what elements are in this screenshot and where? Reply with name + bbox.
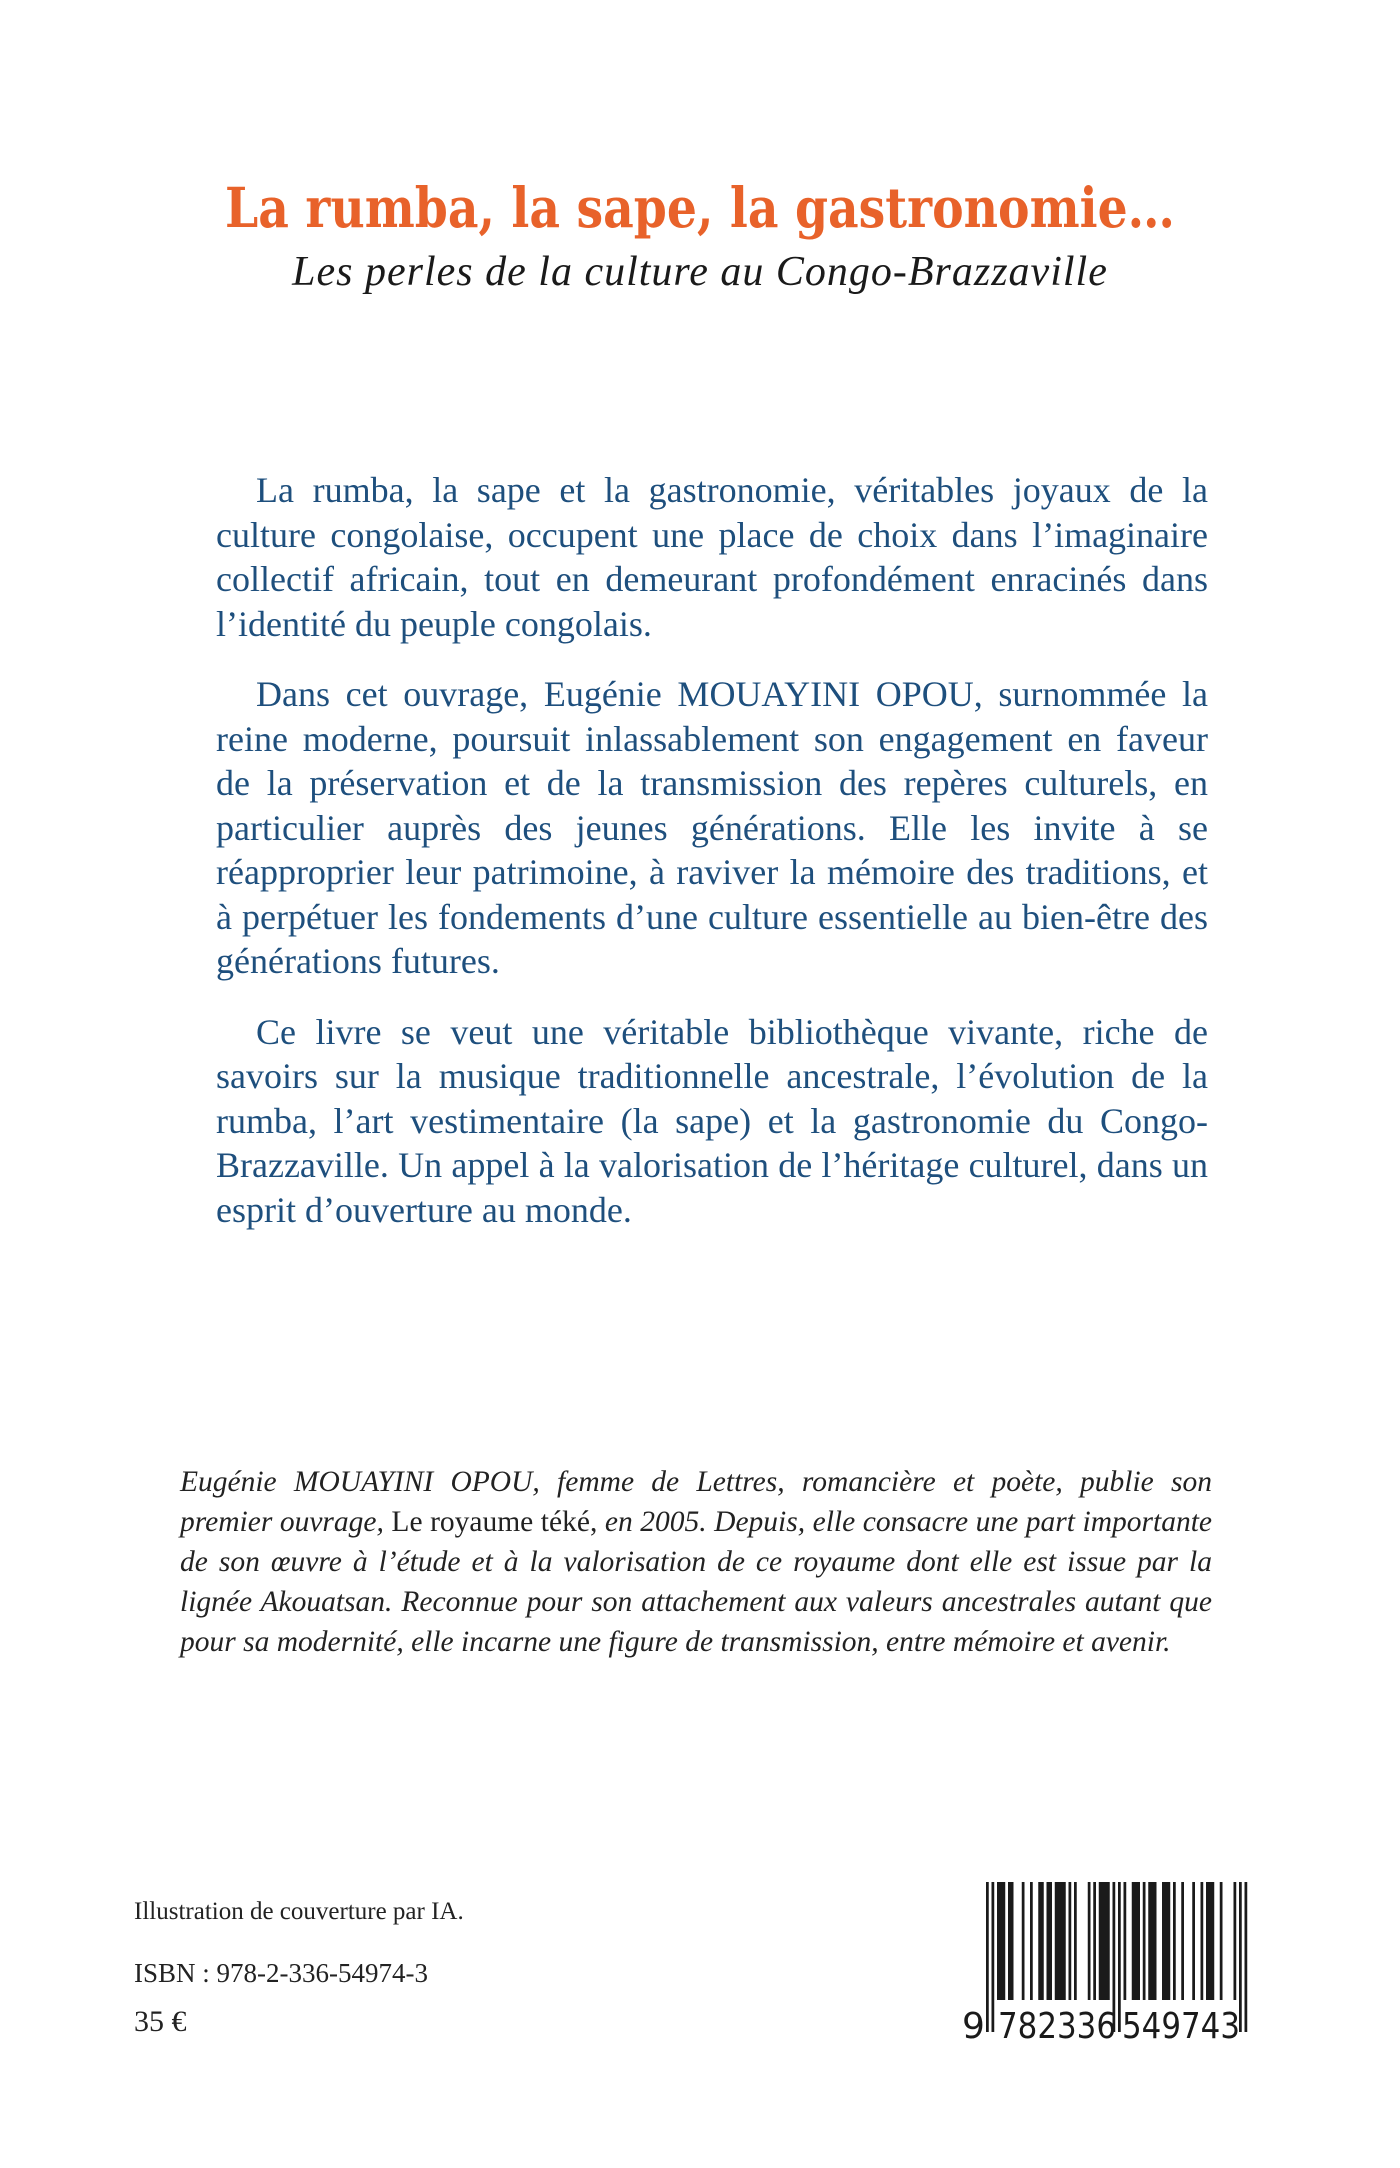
barcode-bar	[1192, 1882, 1195, 2000]
blurb-paragraph: La rumba, la sape et la gastronomie, véritables joyaux de la culture congolaise, occupent une place de choix dans l’imaginaire collectif africain, tout en demeurant profondément enracinés dans l’identité du peuple congolais.	[216, 470, 1208, 644]
barcode-bar	[1132, 1882, 1140, 2000]
barcode-bar	[1181, 1882, 1184, 2000]
barcode-bar	[1069, 1882, 1072, 2000]
barcode-bar	[1047, 1882, 1053, 2000]
barcode-bar	[1173, 1882, 1176, 2000]
barcode-bar	[1088, 1882, 1091, 2000]
barcode-bar	[1201, 1882, 1204, 2000]
barcode-first-digit: 9	[962, 2006, 985, 2047]
barcode-guard-bar	[1118, 1882, 1121, 2032]
barcode-bar	[1099, 1882, 1110, 2000]
barcode-digits	[962, 2006, 1240, 2047]
barcode-bar	[1022, 1882, 1025, 2000]
barcode	[950, 1878, 1260, 2048]
barcode-bar	[1124, 1882, 1127, 2000]
price: 35 €	[134, 2005, 187, 2038]
isbn-number: ISBN : 978-2-336-54974-3	[134, 1958, 428, 1988]
barcode-bar	[1234, 1882, 1237, 2000]
barcode-bar	[1074, 1882, 1077, 2000]
barcode-bar	[1008, 1882, 1014, 2000]
barcode-bar	[1038, 1882, 1044, 2000]
barcode-guard-bar	[986, 1882, 989, 2032]
barcode-graphic	[950, 1878, 1260, 2048]
barcode-bar	[1220, 1882, 1223, 2000]
barcode-guard-bar	[1245, 1882, 1248, 2032]
author-bio-rest: en 2005. Depuis, elle consacre une part importante de son œuvre à l’étude et à la valorisation de ce royaume dont elle est issue par la lignée Akouatsan. Reconnue pour son attachement aux valeurs ancestrales autant que pour sa modernité, elle incarne une figure de transmission, entre mémoire et avenir.	[180, 1506, 1212, 1658]
back-cover-blurb	[216, 468, 1208, 1258]
barcode-bar	[1093, 1882, 1096, 2000]
barcode-bar	[1055, 1882, 1066, 2000]
author-bio-intro: Eugénie MOUAYINI OPOU, femme de Lettres, romancière et poète, publie son premier ouvrage,	[180, 1466, 1212, 1538]
barcode-bar	[997, 1882, 1005, 2000]
blurb-paragraph: Dans cet ouvrage, Eugénie MOUAYINI OPOU, surnommée la reine moderne, poursuit inlassablement son engagement en faveur de la préservation et de la transmission des repères culturels, en particulier auprès des jeunes générations. Elle les invite à se réapproprier leur patrimoine, à raviver la mémoire des traditions, et à perpétuer les fondements d’une culture essentielle au bien-être des générations futures.	[216, 674, 1208, 981]
blurb-paragraph: Ce livre se veut une véritable bibliothèque vivante, riche de savoirs sur la musique traditionnelle ancestrale, l’évolution de la rumba, l’art vestimentaire (la sape) et la gastronomie du Congo-Brazzaville. Un appel à la valorisation de l’héritage culturel, dans un esprit d’ouverture au monde.	[216, 1011, 1208, 1230]
barcode-bar	[1206, 1882, 1214, 2000]
book-subtitle: Les perles de la culture au Congo-Brazzaville	[292, 249, 1108, 295]
barcode-bar	[1162, 1882, 1170, 2000]
barcode-guard-bar	[992, 1882, 995, 2032]
illustration-credit: Illustration de couverture par IA.	[134, 1898, 464, 1925]
author-previous-book-title: Le royaume téké,	[391, 1506, 598, 1538]
barcode-right-digits: 549743	[1122, 2006, 1240, 2047]
barcode-left-digits: 782336	[998, 2006, 1116, 2047]
book-title: La rumba, la sape, la gastronomie…	[225, 174, 1175, 240]
author-bio	[180, 1462, 1212, 1662]
barcode-bar	[1143, 1882, 1146, 2000]
barcode-bar	[1148, 1882, 1156, 2000]
barcode-bar	[1030, 1882, 1033, 2000]
